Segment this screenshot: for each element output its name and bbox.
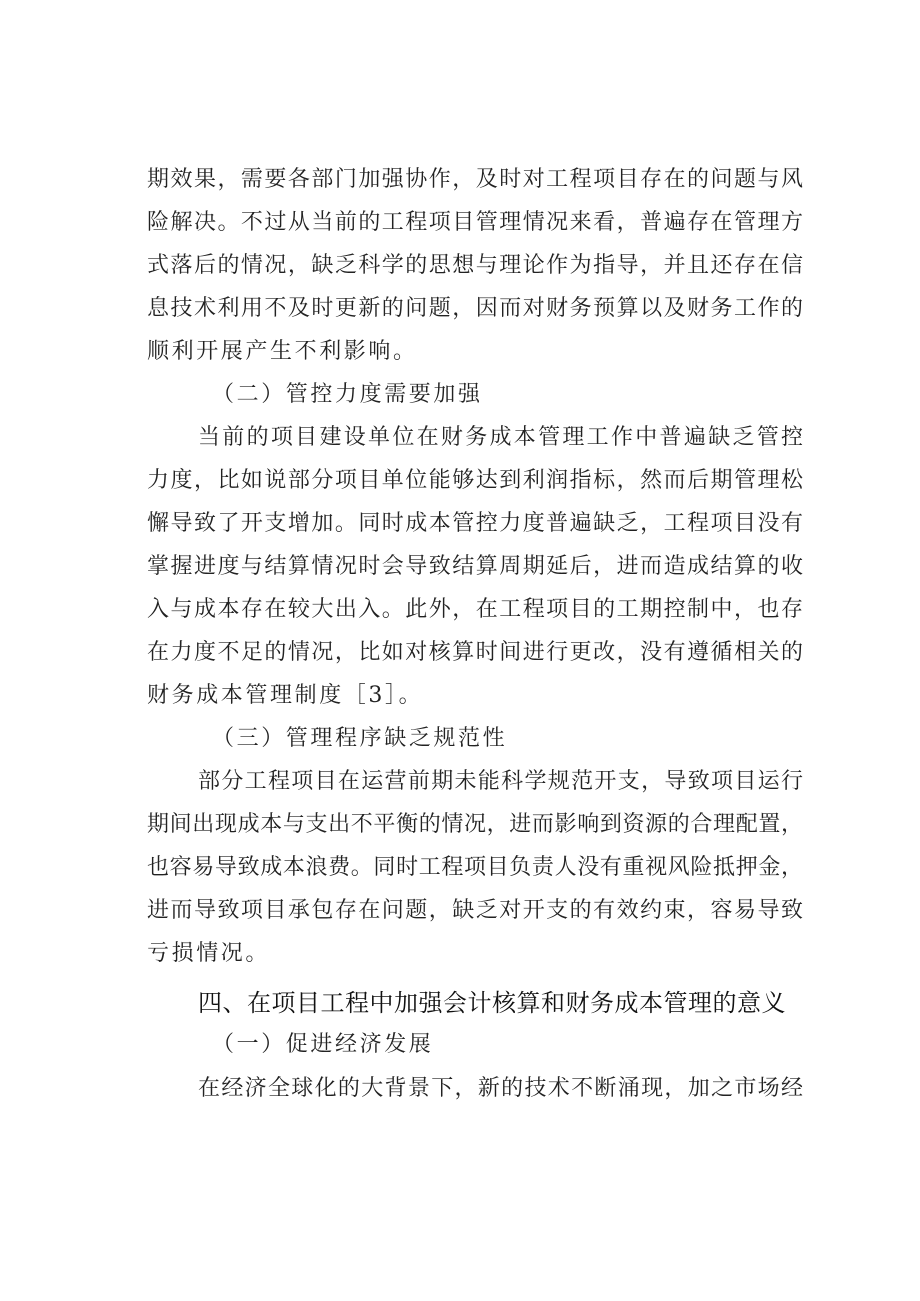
paragraph-3-line-5: 亏损情况。 [147,941,271,966]
paragraph-2-line-1: 当前的项目建设单位在财务成本管理工作中普遍缺乏管控 [198,425,803,450]
paragraph-1-line-2: 险解决。不过从当前的工程项目管理情况来看，普遍存在管理方 [147,210,803,235]
paragraph-3-line-2: 期间出现成本与支出不平衡的情况，进而影响到资源的合理配置， [147,812,803,837]
paragraph-2-line-6: 在力度不足的情况，比如对核算时间进行更改，没有遵循相关的 [147,640,803,665]
paragraph-2-line-5: 入与成本存在较大出入。此外，在工程项目的工期控制中，也存 [147,597,803,622]
subheading-2: （二）管控力度需要加强 [212,382,483,407]
paragraph-1-line-5: 顺利开展产生不利影响。 [147,339,418,364]
subheading-3: （三）管理程序缺乏规范性 [212,726,508,751]
paragraph-2-line-4: 掌握进度与结算情况时会导致结算周期延后，进而造成结算的收 [147,554,803,579]
paragraph-3-line-3: 也容易导致成本浪费。同时工程项目负责人没有重视风险抵押金， [147,855,803,880]
paragraph-4-line-1: 在经济全球化的大背景下，新的技术不断涌现，加之市场经 [198,1076,803,1101]
paragraph-3-line-4: 进而导致项目承包存在问题，缺乏对开支的有效约束，容易导致 [147,898,803,923]
paragraph-2-line-2: 力度，比如说部分项目单位能够达到利润指标，然而后期管理松 [147,468,803,493]
paragraph-3-line-1: 部分工程项目在运营前期未能科学规范开支，导致项目运行 [198,769,803,794]
section-4-heading: 四、在项目工程中加强会计核算和财务成本管理的意义 [198,989,786,1017]
paragraph-1-line-3: 式落后的情况，缺乏科学的思想与理论作为指导，并且还存在信 [147,253,803,278]
paragraph-1-line-1: 期效果，需要各部门加强协作，及时对工程项目存在的问题与风 [147,167,803,192]
subheading-4-1: （一）促进经济发展 [212,1032,434,1057]
paragraph-1-line-4: 息技术利用不及时更新的问题，因而对财务预算以及财务工作的 [147,296,803,321]
paragraph-2-line-3: 懈导致了开支增加。同时成本管控力度普遍缺乏，工程项目没有 [147,511,803,536]
paragraph-2-line-7: 财务成本管理制度［3］。 [147,683,424,708]
